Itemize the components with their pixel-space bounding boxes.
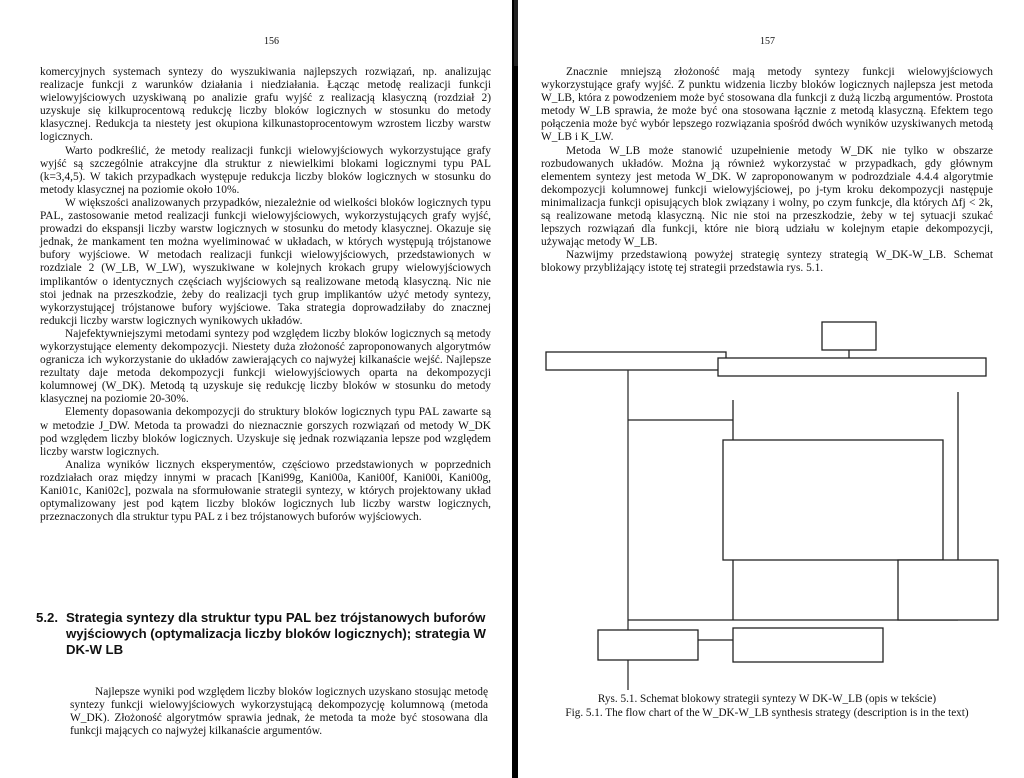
- page-number-right: 157: [760, 36, 775, 47]
- paragraph-1: Znacznie mniejszą złożoność mają metody syntezy funkcji wielowyjściowych wykorzystujące grafy wyjść. Z punktu widzenia liczby bloków logicznych najlepsza jest metoda W_LB, która z powodzeniem może być stosowana dla funkcji z dużą liczbą argumentów. Prostota metody W_LB sprawia, że może być ona stosowana łącznie z metodą klasyczną. Efektem tego połączenia może być wybór lepszego rozwiązania spośród dwóch wyników uzyskiwanych metodą W_LB i K_LW.: [541, 66, 993, 144]
- left-page-body: [40, 66, 491, 524]
- paragraph-4: Najefektywniejszymi metodami syntezy pod względem liczby bloków logicznych są metody wykorzystujące elementy dekompozycji. Niestety duża złożoność zaproponowanych algorytmów ogranicza ich wykorzystanie do układów zawierających co najwyżej kilkanaście wejść. Najlepsze rezultaty daje metoda dekompozycji funkcji wielowyjściowych oparta na dekompozycji kolumnowej (W_DK). Metodą tą uzyskuje się redukcję liczby bloków w stosunku do metody klasycznej na poziomie 20-30%.: [40, 327, 491, 406]
- section-intro: [70, 686, 488, 738]
- flowchart-block: [733, 628, 883, 662]
- page-number-left: 156: [264, 36, 279, 47]
- section-heading: [36, 610, 496, 658]
- flowchart-figure: [518, 0, 1024, 778]
- paragraph-3: W większości analizowanych przypadków, niezależnie od wielkości bloków logicznych typu PAL, zastosowanie metod realizacji funkcji wielowyjściowych, wykorzystujących grafy wyjść, prowadzi do ekspansji liczby warstw logicznych w stosunku do metody klasycznej. Okazuje się jednak, że mankament ten można wyeliminować w układach, w których występują trójstanowe bufory wyjściowe. W metodach realizacji funkcji wielowyjściowych, przedstawionych w rozdziale 2 (W_LB, W_LW), wyszukiwane w kolejnych krokach grupy wielowyjściowych implikantów o identycznych częściach wyjściowych są realizowane metodą klasyczną. Nic nie stoi jednak na przeszkodzie, żeby do realizacji tych grup implikantów użyć metody syntezy, wykorzystującej trójstanowe bufory wyjściowe. Taka strategia doprowadziłaby do znacznej redukcji liczby warstw logicznych wynikowych układów.: [40, 196, 491, 327]
- paragraph-2: Warto podkreślić, że metody realizacji funkcji wielowyjściowych wykorzystujące grafy wyjść są szczególnie atrakcyjne dla struktur z niewielkimi blokami logicznymi typu PAL (k=3,4,5). W takich przypadkach występuje redukcja liczby bloków logicznych w stosunku do metody klasycznej na poziomie około 10%.: [40, 144, 491, 196]
- section-number: 5.2.: [36, 610, 58, 625]
- flowchart-block: [898, 560, 998, 620]
- paragraph-3: Nazwijmy przedstawioną powyżej strategię syntezy strategią W_DK-W_LB. Schemat blokowy przybliżający istotę tej strategii przedstawia rys. 5.1.: [541, 249, 993, 275]
- flowchart-start-block: [822, 322, 876, 350]
- paragraph-2: Metoda W_LB może stanowić uzupełnienie metody W_DK nie tylko w obszarze rozbudowanych układów. Można ją również wykorzystać w przypadkach, gdy głównym elementem syntezy jest metoda W_DK. W zaproponowanym w podrozdziale 4.4.4 algorytmie dekompozycji kolumnowej funkcji wielowyjściowej, po j-tym kroku dekompozycji następuje minimalizacja funkcji opisujących blok związany i wolny, po czym funkcje, dla których Δfj < 2k, są realizowane metodą klasyczną. Nic nie stoi na przeszkodzie, żeby w tej sytuacji szukać lepszych rozwiązań dla funkcji, które nie biorą udziału w kolejnym etapie dekompozycji, używając metody W_LB.: [541, 144, 993, 249]
- section-title: Strategia syntezy dla struktur typu PAL bez trójstanowych buforów wyjściowych (optymalizacja liczby bloków logicznych); strategia W DK-W LB: [66, 610, 486, 657]
- section-intro-paragraph: Najlepsze wyniki pod względem liczby bloków logicznych uzyskano stosując metodę syntezy funkcji wielowyjściowych wykorzystującą dekompozycję kolumnową (metoda W_DK). Złożoność algorytmów sprawia jednak, że metoda ta może być stosowana dla funkcji mających co najwyżej kilkanaście argumentów.: [70, 686, 488, 738]
- paragraph-6: Analiza wyników licznych eksperymentów, częściowo przedstawionych w poprzednich rozdziałach oraz między innymi w pracach [Kani99g, Kani00a, Kani00f, Kani00i, Kani00g, Kani01c, Kani02c], pozwala na sformułowanie strategii syntezy, w których projektowany układ optymalizowany jest pod kątem liczby bloków logicznych lub liczby warstw logicznych, przeznaczonych dla struktur typu PAL z i bez trójstanowych buforów wyjściowych.: [40, 458, 491, 524]
- right-page: [518, 0, 1024, 778]
- flowchart-block: [546, 352, 726, 370]
- flowchart-block: [718, 358, 986, 376]
- figure-caption-polish: Rys. 5.1. Schemat blokowy strategii syntezy W DK-W_LB (opis w tekście): [597, 693, 937, 705]
- figure-caption-english: Fig. 5.1. The flow chart of the W_DK-W_LB synthesis strategy (description is in the text): [565, 707, 969, 719]
- paragraph-1: komercyjnych systemach syntezy do wyszukiwania najlepszych rozwiązań, np. analizując realizacje funkcji z warunków działania i niedziałania. Łącząc metodę realizacji funkcji wielowyjściowych uzyskiwaną po analizie grafu wyjść z realizacją klasyczną (rozdział 2) uzyskuje się kilkuprocentową redukcję liczby bloków logicznych w stosunku do metody klasycznej. Redukcja ta niestety jest okupiona kilkunastoprocentowym wzrostem liczby warstw logicznych.: [40, 66, 491, 144]
- flowchart-block: [723, 440, 943, 560]
- flowchart-block: [598, 630, 698, 660]
- paragraph-5: Elementy dopasowania dekompozycji do struktury bloków logicznych typu PAL zawarte są w metodzie J_DW. Metoda ta prowadzi do nieznacznie gorszych rozwiązań od metody W_DK pod względem liczby bloków logicznych. Uzyskuje się jednak rozwiązania lepsze pod względem liczby warstw logicznych.: [40, 406, 491, 458]
